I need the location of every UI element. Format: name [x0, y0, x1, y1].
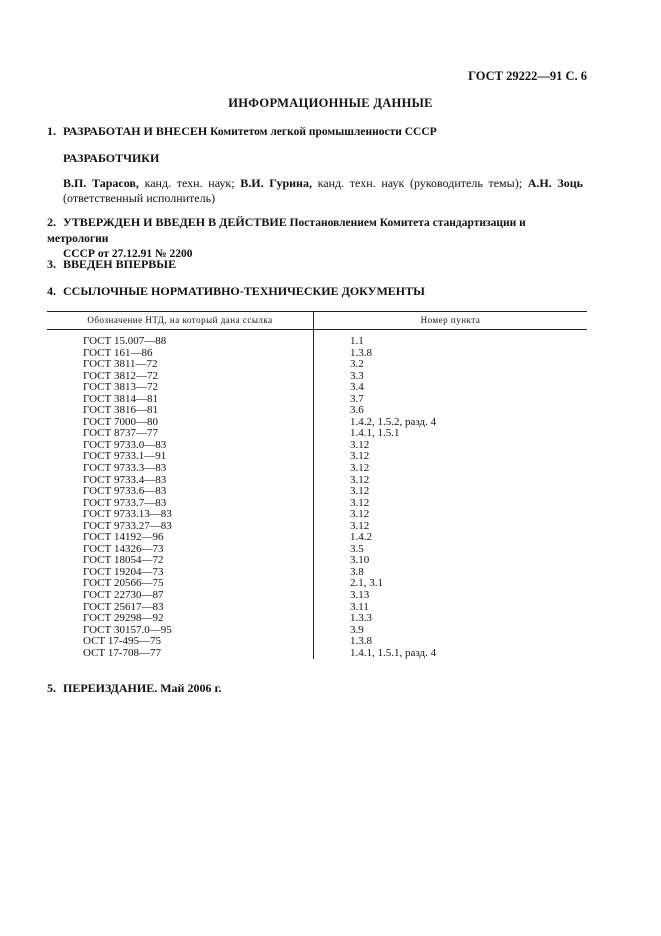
developer-desc-1: канд. техн. наук;: [138, 176, 241, 190]
section-4: [47, 284, 425, 299]
developer-desc-3: (ответственный исполнитель): [63, 191, 216, 205]
section-4-number: 4.: [47, 284, 56, 298]
table-row: [47, 382, 587, 394]
clause-number-cell: 2.1, 3.1: [350, 577, 383, 590]
column-header-clause: Номер пункта: [314, 312, 588, 330]
clause-number-cell: 1.3.3: [350, 612, 372, 625]
document-designation-cell: ГОСТ 29298—92: [47, 613, 314, 625]
clause-number-cell: 3.5: [350, 542, 364, 555]
section-1-text: Комитетом легкой промышленности СССР: [207, 126, 437, 138]
section-2-text-1: Постановлением Комитета стандартизации и метрологии: [47, 217, 526, 245]
document-designation-cell: ГОСТ 9733.3—83: [47, 463, 314, 475]
document-designation-cell: ГОСТ 9733.1—91: [47, 451, 314, 463]
table-row: [47, 648, 587, 660]
clause-number-cell: 1.4.1, 1.5.1, разд. 4: [350, 646, 437, 659]
table-row: [47, 486, 587, 498]
clause-number-cell: 3.2: [350, 358, 364, 371]
document-designation-cell: ГОСТ 9733.13—83: [47, 509, 314, 521]
developer-name-3: А.Н. Зоць: [527, 176, 584, 190]
clause-number-cell: 3.9: [350, 623, 364, 636]
section-2-caps: УТВЕРЖДЕН И ВВЕДЕН В ДЕЙСТВИЕ: [63, 215, 287, 229]
clause-number-cell: 3.12: [350, 485, 370, 498]
developer-name-1: В.П. Тарасов,: [63, 176, 139, 190]
developers-heading: РАЗРАБОТЧИКИ: [63, 151, 160, 165]
document-designation-cell: ГОСТ 161—86: [47, 348, 314, 360]
table-header-row: [47, 312, 587, 330]
clause-number-cell: 3.12: [350, 438, 370, 451]
document-designation-cell: ГОСТ 14192—96: [47, 532, 314, 544]
document-designation-cell: ОСТ 17-708—77: [47, 648, 314, 660]
clause-number-cell: 3.13: [350, 589, 370, 602]
clause-number-cell: 3.4: [350, 381, 364, 394]
clause-number-cell: 1.3.8: [350, 346, 372, 359]
table-row: [47, 613, 587, 625]
document-designation-cell: ГОСТ 19204—73: [47, 567, 314, 579]
clause-number-cell: 1.4.2: [350, 531, 372, 544]
document-designation-cell: ГОСТ 9733.4—83: [47, 475, 314, 487]
document-designation-cell: ГОСТ 30157.0—95: [47, 625, 314, 637]
clause-number-cell: 3.12: [350, 450, 370, 463]
section-2-text-2: СССР от 27.12.91 № 2200: [63, 248, 193, 260]
clause-number-cell: 1.1: [350, 335, 364, 347]
document-designation-cell: ГОСТ 3814—81: [47, 394, 314, 406]
section-1: [47, 124, 437, 139]
document-designation-cell: ГОСТ 20566—75: [47, 578, 314, 590]
column-header-designation: Обозначение НТД, на который дана ссылка: [47, 312, 314, 330]
table-row: [47, 590, 587, 602]
section-1-number: 1.: [47, 124, 56, 138]
clause-number-cell: 3.8: [350, 565, 364, 578]
developer-name-2: В.И. Гурина,: [240, 176, 312, 190]
section-5-text: ПЕРЕИЗДАНИЕ. Май 2006 г.: [63, 681, 222, 695]
document-designation-cell: ГОСТ 25617—83: [47, 602, 314, 614]
clause-number-cell: 3.7: [350, 392, 364, 405]
document-designation-cell: ГОСТ 3816—81: [47, 405, 314, 417]
table-row: [47, 330, 587, 348]
developers-list: [63, 176, 583, 206]
document-designation-cell: ГОСТ 22730—87: [47, 590, 314, 602]
clause-number-cell: 3.6: [350, 404, 364, 417]
document-designation-cell: ГОСТ 9733.6—83: [47, 486, 314, 498]
section-4-text: ССЫЛОЧНЫЕ НОРМАТИВНО-ТЕХНИЧЕСКИЕ ДОКУМЕНТЫ: [63, 284, 425, 298]
document-designation-cell: ГОСТ 9733.7—83: [47, 498, 314, 510]
document-designation-cell: ГОСТ 3811—72: [47, 359, 314, 371]
clause-number-cell: 3.3: [350, 369, 364, 382]
developer-desc-2: канд. техн. наук (руководитель темы);: [311, 176, 528, 190]
section-3: [47, 257, 176, 272]
clause-number-cell: 1.4.2, 1.5.2, разд. 4: [350, 415, 437, 428]
table-row: [47, 359, 587, 371]
page-header-code: ГОСТ 29222—91 С. 6: [468, 69, 587, 83]
clause-number-cell: 3.10: [350, 554, 370, 567]
document-designation-cell: ГОСТ 3813—72: [47, 382, 314, 394]
document-designation-cell: ГОСТ 9733.0—83: [47, 440, 314, 452]
section-1-caps: РАЗРАБОТАН И ВНЕСЕН: [63, 124, 208, 138]
clause-number-cell: 3.12: [350, 473, 370, 486]
clause-number-cell: 3.12: [350, 496, 370, 509]
document-designation-cell: ГОСТ 14326—73: [47, 544, 314, 556]
section-3-text: ВВЕДЕН ВПЕРВЫЕ: [63, 257, 177, 271]
page-title: ИНФОРМАЦИОННЫЕ ДАННЫЕ: [228, 96, 433, 110]
document-designation-cell: ГОСТ 9733.27—83: [47, 521, 314, 533]
document-designation-cell: ГОСТ 8737—77: [47, 428, 314, 440]
section-2-number: 2.: [47, 215, 56, 229]
document-designation-cell: ГОСТ 18054—72: [47, 555, 314, 567]
section-5-number: 5.: [47, 681, 56, 695]
document-designation-cell: ГОСТ 3812—72: [47, 371, 314, 383]
section-5: [47, 681, 222, 696]
clause-number-cell: 1.4.1, 1.5.1: [350, 427, 400, 440]
clause-number-cell: 3.12: [350, 519, 370, 532]
clause-number-cell: 3.11: [350, 600, 369, 613]
section-2: [47, 215, 587, 262]
document-designation-cell: ГОСТ 15.007—88: [47, 330, 314, 348]
document-designation-cell: ОСТ 17-495—75: [47, 636, 314, 648]
references-table-body: [47, 330, 587, 660]
table-row: [47, 463, 587, 475]
references-table: [47, 311, 587, 659]
document-designation-cell: ГОСТ 7000—80: [47, 417, 314, 429]
clause-number-cell: 3.12: [350, 462, 370, 475]
clause-number-cell: 1.3.8: [350, 635, 372, 648]
section-3-number: 3.: [47, 257, 56, 271]
clause-number-cell: 3.12: [350, 508, 370, 521]
